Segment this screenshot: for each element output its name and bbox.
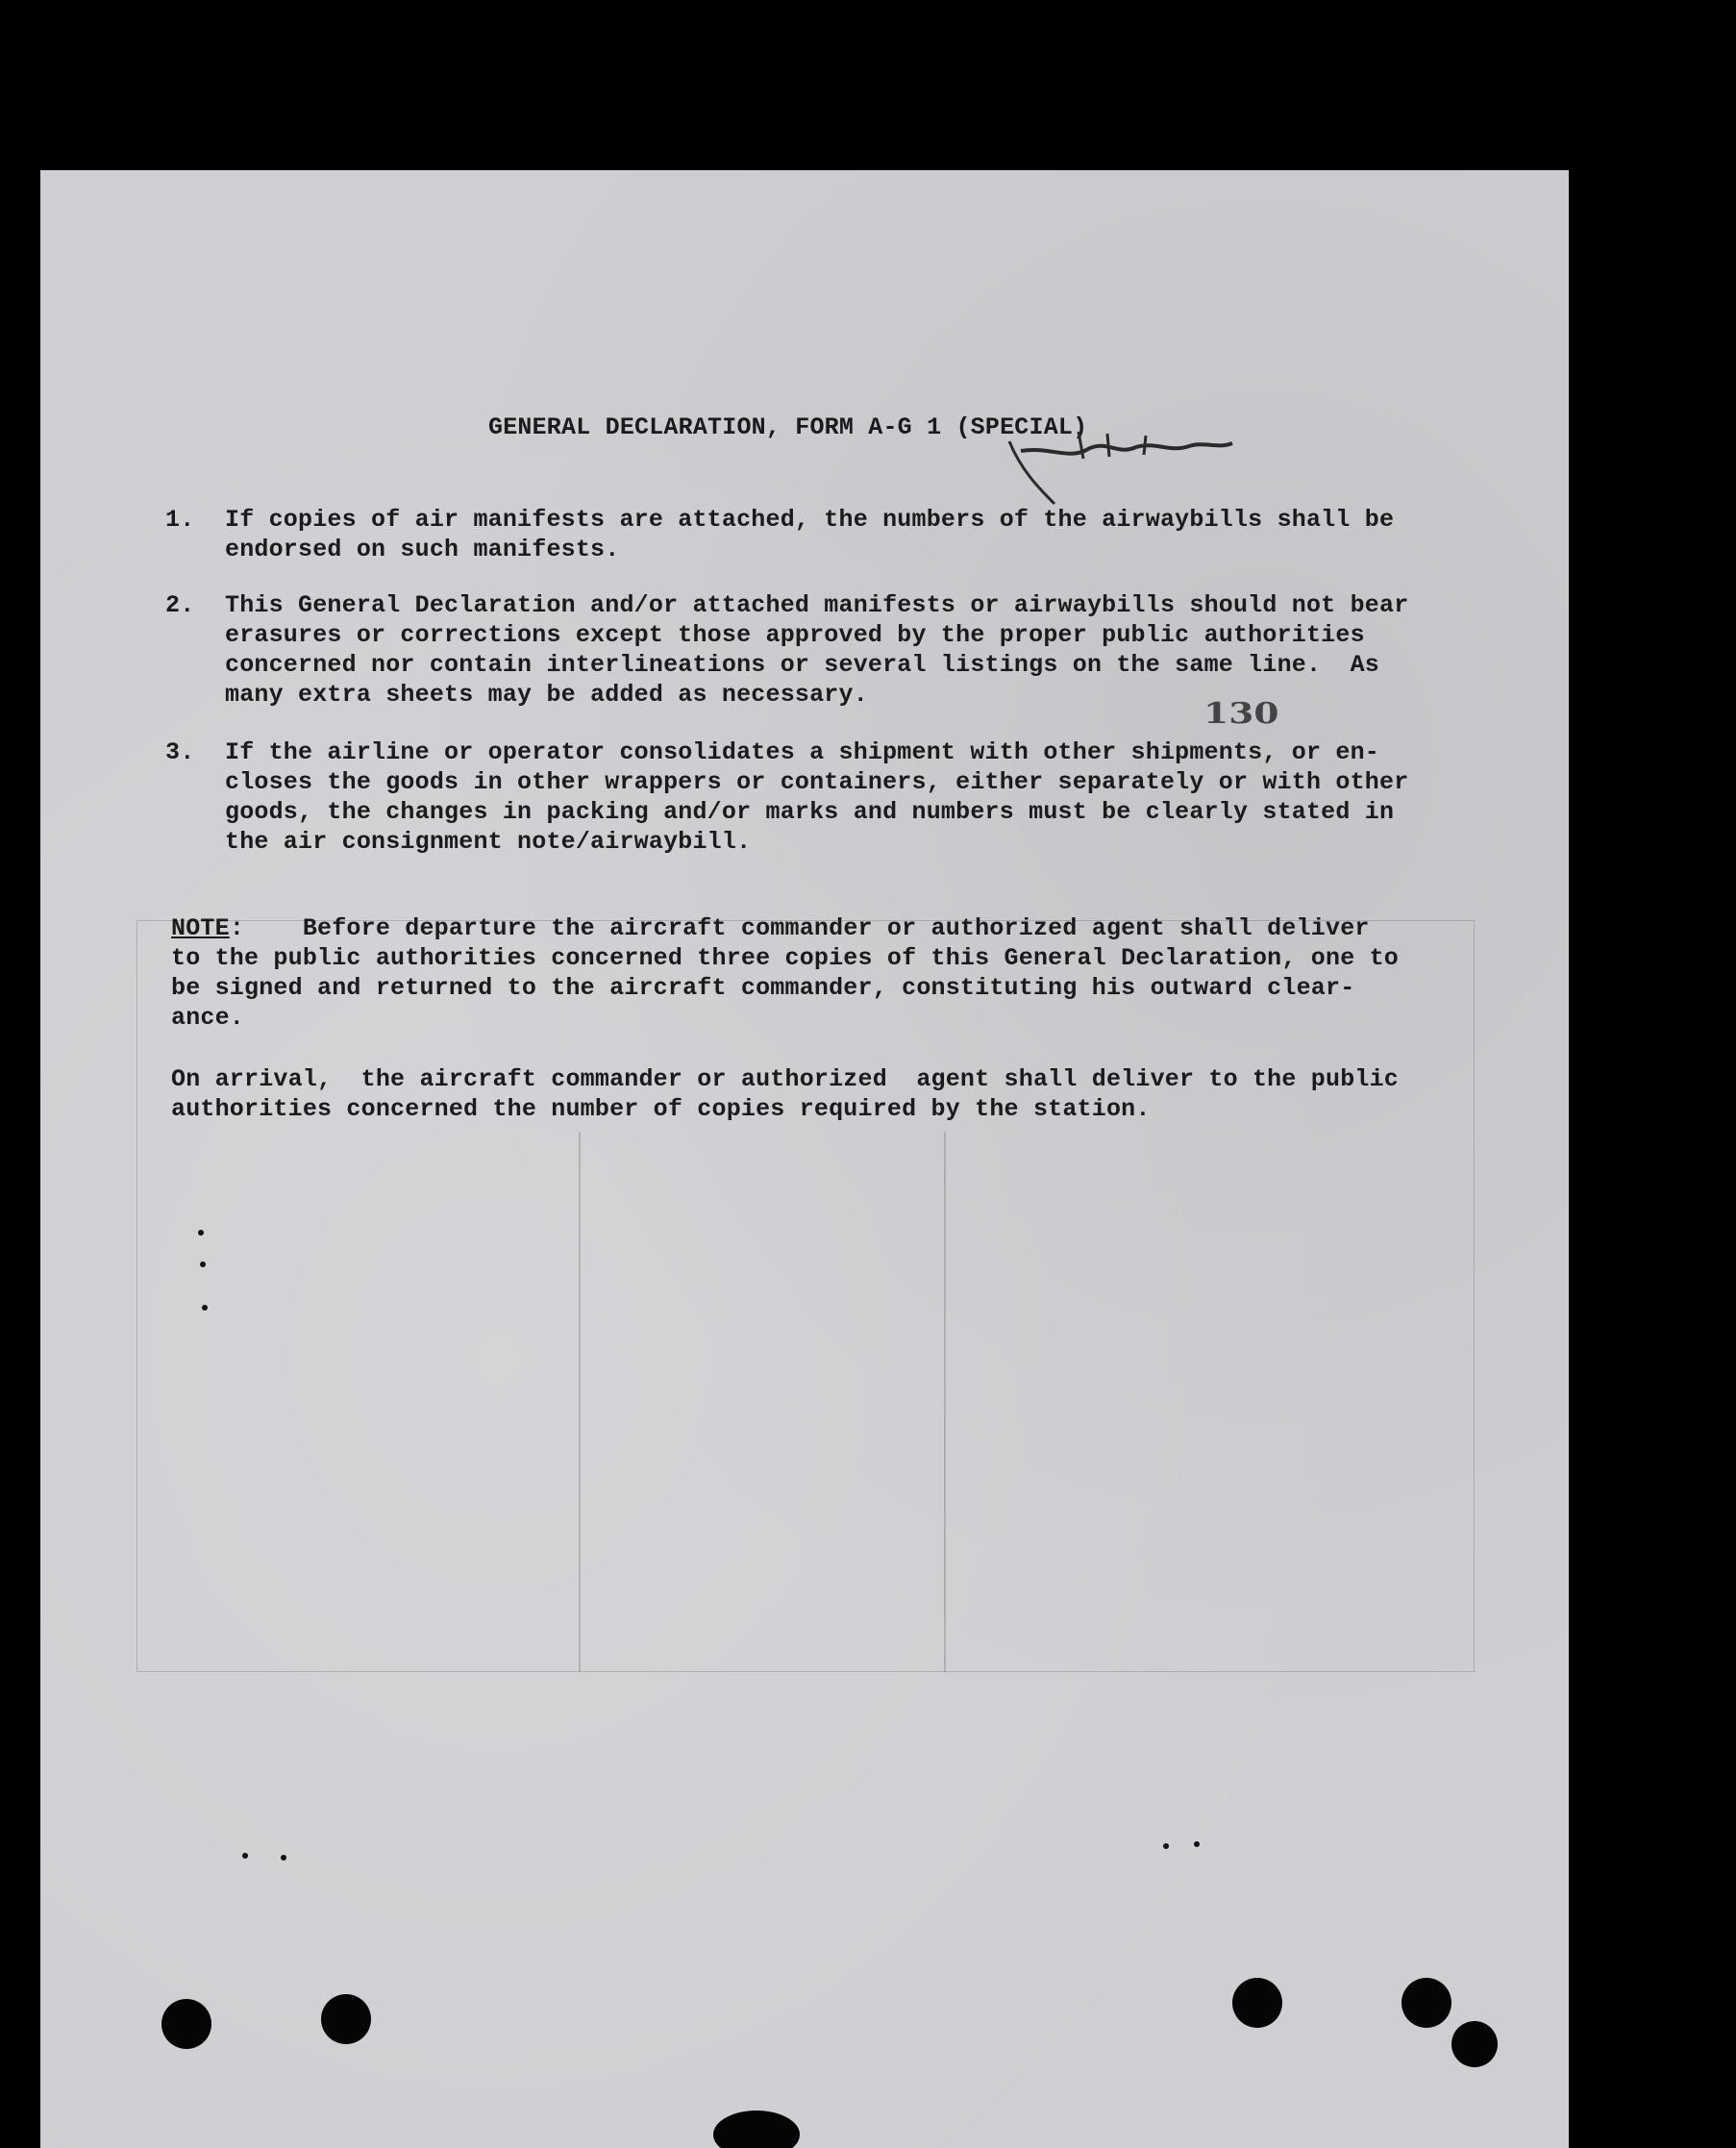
note-paragraph (171, 913, 1399, 1033)
document-paper (40, 170, 1569, 2148)
note-line: to the public authorities concerned three copies of this General Declaration, one to (171, 944, 1400, 972)
item-text (225, 505, 1394, 564)
note-line: ance. (171, 1004, 245, 1032)
punch-hole (713, 2111, 800, 2148)
page-title: GENERAL DECLARATION, FORM A-G 1 (SPECIAL) (488, 413, 1088, 441)
item-line: goods, the changes in packing and/or marks and numbers must be clearly stated in (225, 798, 1395, 826)
ink-speck (1163, 1843, 1169, 1849)
ink-speck (242, 1853, 248, 1859)
item-line: the air consignment note/airwaybill. (225, 828, 752, 856)
handwritten-scribble (963, 412, 1252, 509)
ink-speck (202, 1305, 208, 1311)
note-line: : Before departure the aircraft commander or authorized agent shall deliver (229, 914, 1370, 942)
item-line: closes the goods in other wrappers or containers, either separately or with other (225, 768, 1409, 796)
item-number: 1. (165, 506, 195, 534)
punch-hole (161, 1999, 211, 2049)
arrival-line: On arrival, the aircraft commander or authorized agent shall deliver to the public (171, 1065, 1400, 1093)
item-text (225, 590, 1408, 710)
punch-hole (1401, 1978, 1451, 2028)
arrival-line: authorities concerned the number of copies required by the station. (171, 1095, 1151, 1123)
item-number: 2. (165, 591, 195, 619)
punch-hole (1232, 1978, 1282, 2028)
bleed-through-divider (944, 1132, 946, 1672)
note-first-line (171, 913, 1399, 943)
ink-speck (281, 1855, 286, 1861)
item-line: This General Declaration and/or attached manifests or airwaybills should not bear (225, 591, 1409, 619)
item-line: erasures or corrections except those approved by the proper public authorities (225, 621, 1365, 649)
stamp-number: 130 (1203, 697, 1279, 731)
bleed-through-box (136, 920, 1475, 1672)
ink-speck (1194, 1841, 1200, 1847)
item-line: If the airline or operator consolidates a shipment with other shipments, or en- (225, 738, 1379, 766)
item-text (225, 737, 1408, 857)
note-line: be signed and returned to the aircraft commander, constituting his outward clear- (171, 974, 1355, 1002)
ink-speck (200, 1261, 206, 1267)
bleed-through-divider (579, 1132, 581, 1672)
punch-hole (1451, 2021, 1498, 2067)
ink-speck (198, 1230, 204, 1236)
item-line: endorsed on such manifests. (225, 536, 620, 563)
item-line: many extra sheets may be added as necessary. (225, 681, 868, 709)
item-line: concerned nor contain interlineations or several listings on the same line. As (225, 651, 1379, 679)
arrival-paragraph (171, 1064, 1399, 1124)
punch-hole (321, 1994, 371, 2044)
item-line: If copies of air manifests are attached, the numbers of the airwaybills shall be (225, 506, 1395, 534)
item-number: 3. (165, 738, 195, 766)
note-label: NOTE (171, 914, 230, 942)
